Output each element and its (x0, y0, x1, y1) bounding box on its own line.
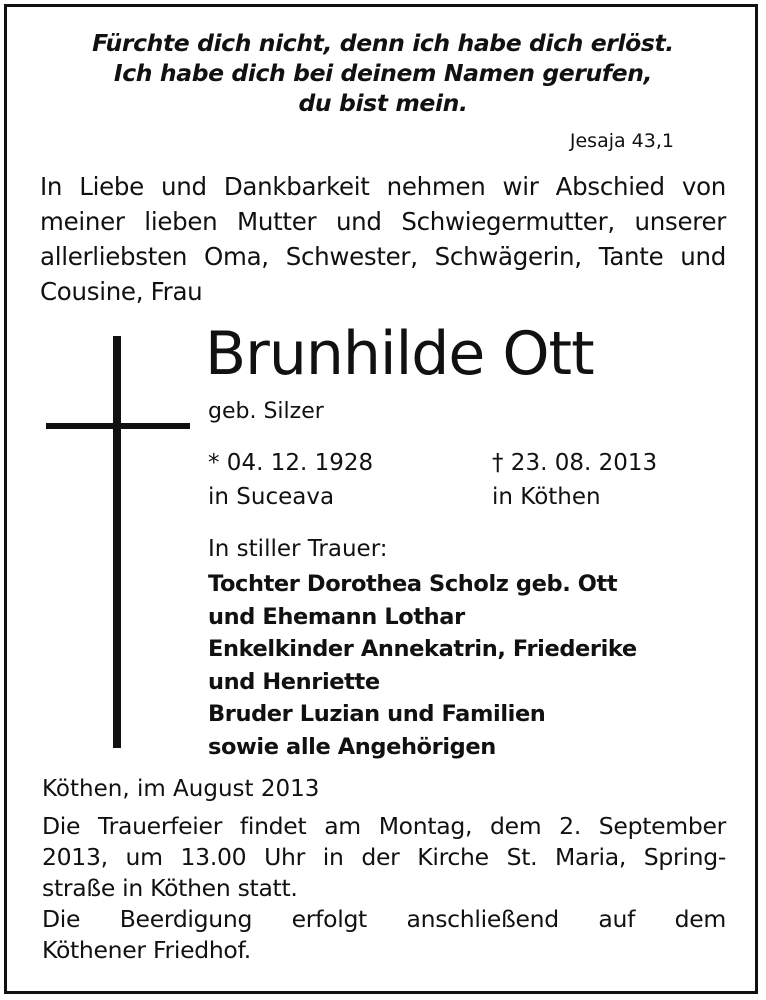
death-date: † 23. 08. 2013 (492, 450, 658, 476)
bible-verse (40, 28, 726, 118)
cross-vertical-bar (113, 336, 121, 748)
funeral-line: 2013, um 13.00 Uhr in der Kirche St. Maria, Spring- (42, 843, 726, 871)
intro-text (40, 169, 726, 309)
birth-place: in Suceava (208, 484, 335, 510)
cross-horizontal-bar (46, 423, 190, 429)
mourner-line: Bruder Luzian und Familien (208, 701, 546, 727)
intro-line: meiner lieben Mutter und Schwiegermutter, unserer (40, 207, 726, 236)
funeral-line: straße in Köthen statt. (42, 874, 298, 902)
intro-line: In Liebe und Dankbarkeit nehmen wir Abschied von (40, 172, 726, 201)
funeral-info (42, 811, 726, 966)
death-place: in Köthen (492, 484, 601, 510)
birth-date: * 04. 12. 1928 (208, 450, 374, 476)
verse-source: Jesaja 43,1 (569, 130, 674, 152)
funeral-line: Die Beerdigung erfolgt anschließend auf dem (42, 905, 726, 933)
funeral-line: Köthener Friedhof. (42, 936, 251, 964)
birth-info (208, 446, 373, 514)
mourner-line: und Henriette (208, 668, 380, 695)
verse-line: Ich habe dich bei deinem Namen gerufen, (113, 59, 653, 87)
birth-name: geb. Silzer (208, 399, 324, 424)
verse-line: Fürchte dich nicht, denn ich habe dich erlöst. (92, 29, 674, 57)
mourner-line: Enkelkinder Annekatrin, Friederike (208, 636, 637, 662)
intro-line: Cousine, Frau (40, 277, 203, 306)
verse-line: du bist mein. (298, 89, 468, 117)
mourner-line: Tochter Dorothea Scholz geb. Ott (208, 571, 618, 597)
death-info (492, 446, 657, 514)
mourner-line: sowie alle Angehörigen (208, 733, 496, 760)
intro-line: allerliebsten Oma, Schwester, Schwägerin, Tante und (40, 242, 726, 271)
place-date: Köthen, im August 2013 (42, 776, 320, 802)
mourners-list (208, 568, 637, 763)
deceased-name: Brunhilde Ott (205, 319, 594, 389)
mourner-line: und Ehemann Lothar (208, 603, 465, 630)
funeral-line: Die Trauerfeier findet am Montag, dem 2. September (42, 812, 726, 840)
mourning-label: In stiller Trauer: (208, 536, 388, 562)
